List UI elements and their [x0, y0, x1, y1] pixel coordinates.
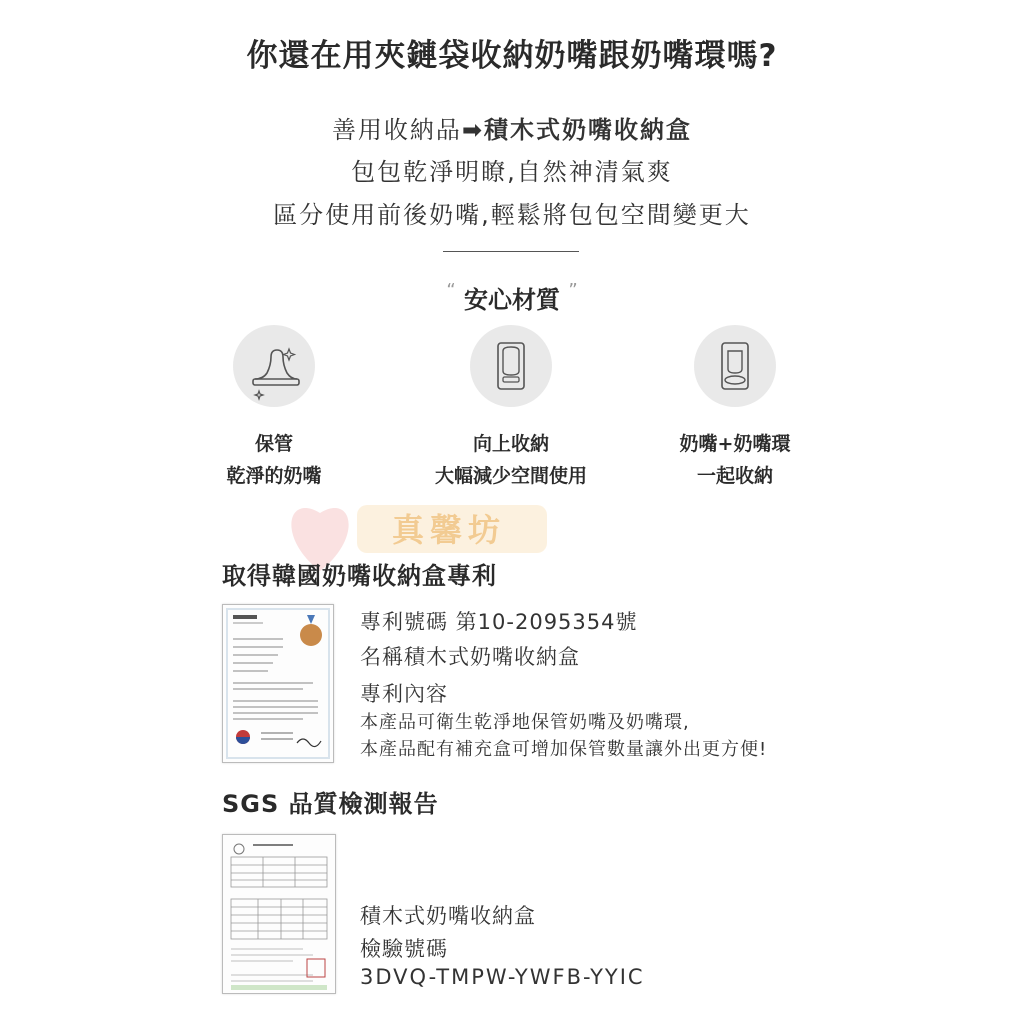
feature-1-icon-circle [233, 325, 315, 407]
certificate-document-icon [223, 605, 333, 762]
close-quote: ” [568, 280, 578, 301]
arrow-right-icon: ➡ [461, 116, 485, 144]
feature-2-line-2: 大幅減少空間使用 [434, 465, 587, 487]
watermark-text: 真馨坊 [392, 511, 507, 549]
feature-2-icon-circle [470, 325, 552, 407]
headline: 你還在用夾鏈袋收納奶嘴跟奶嘴環嗎? [246, 38, 778, 74]
patent-content-label: 專利內容 [360, 682, 448, 706]
patent-number: 專利號碼 第10-2095354號 [360, 610, 638, 634]
intro-line-3: 區分使用前後奶嘴,輕鬆將包包空間變更大 [273, 201, 751, 229]
intro-line-2: 包包乾淨明瞭,自然神清氣爽 [351, 158, 673, 186]
quality-heading [0, 280, 1024, 315]
patent-section-title: 取得韓國奶嘴收納盒專利 [222, 562, 497, 590]
feature-2-line-1: 向上收納 [472, 433, 549, 455]
patent-certificate-image [222, 604, 334, 763]
feature-3-line-1: 奶嘴+奶嘴環 [679, 433, 791, 455]
patent-content-line-2: 本產品配有補充盒可增加保管數量讓外出更方便! [360, 739, 768, 760]
sgs-report-image [222, 834, 336, 994]
sgs-code: 3DVQ-TMPW-YWFB-YYIC [360, 965, 645, 989]
open-quote: “ [446, 280, 456, 301]
feature-3-icon-circle [694, 325, 776, 407]
intro-line-1 [0, 110, 1024, 145]
report-document-icon [223, 835, 335, 993]
intro-line-1-prefix: 善用收納品 [331, 116, 462, 144]
pacifier-sparkle-icon [233, 325, 315, 407]
intro-line-1-highlight: 積木式奶嘴收納盒 [484, 116, 693, 144]
sgs-section-title: SGS 品質檢測報告 [222, 790, 439, 818]
sgs-product-name: 積木式奶嘴收納盒 [360, 904, 536, 928]
sgs-code-label: 檢驗號碼 [360, 937, 448, 961]
section-divider [443, 251, 579, 252]
feature-3-label [615, 428, 855, 492]
patent-content-line-1: 本產品可衛生乾淨地保管奶嘴及奶嘴環, [360, 712, 690, 733]
box-with-ring-icon [694, 325, 776, 407]
feature-1-line-2: 乾淨的奶嘴 [226, 465, 322, 487]
quality-title: 安心材質 [464, 286, 560, 314]
feature-3-line-2: 一起收納 [696, 465, 773, 487]
upright-storage-icon [470, 325, 552, 407]
feature-1-line-1: 保管 [254, 433, 293, 455]
patent-name: 名稱積木式奶嘴收納盒 [360, 645, 580, 669]
